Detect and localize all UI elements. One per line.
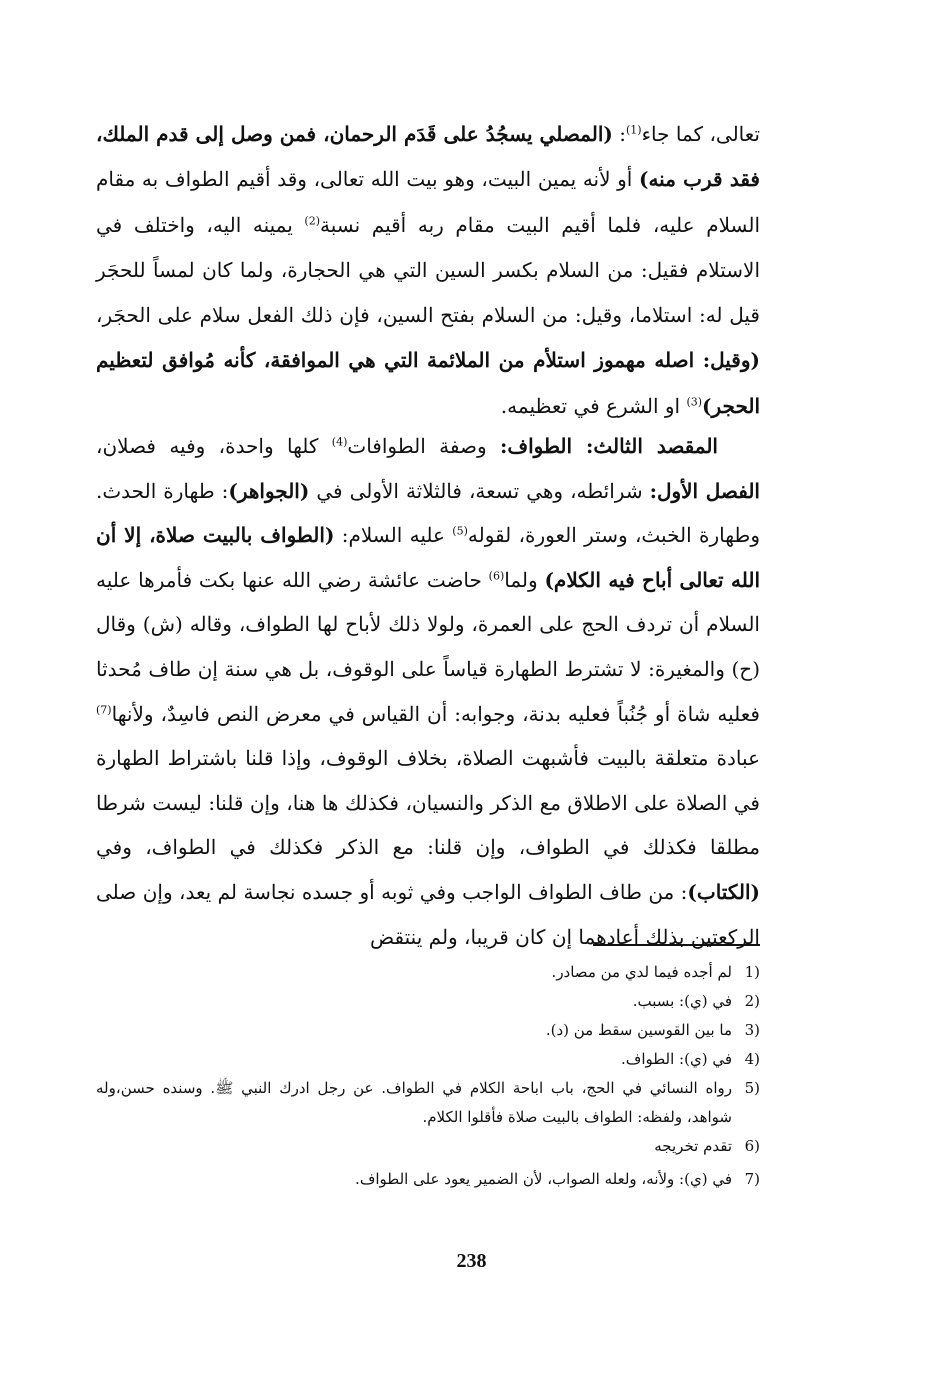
- footnote-ref-2[interactable]: (2): [304, 213, 320, 227]
- text-segment: كلها واحدة، وفيه فصلان،: [96, 434, 332, 458]
- quoted-hadith: (الطواف بالبيت صلاة، إلا أن الله تعالى أباح فيه الكلام): [96, 523, 760, 592]
- book-citation: (الكتاب): [687, 879, 760, 904]
- footnote-text: في (ي): الطواف.: [621, 1050, 732, 1068]
- chapter-heading: الفصل الأول:: [649, 478, 760, 503]
- footnote-number: 1): [744, 963, 760, 981]
- footnote-number: 4): [744, 1050, 760, 1068]
- book-citation: (الجواهر): [228, 478, 310, 503]
- paragraph-2: [96, 424, 760, 959]
- footnote-text: في (ي): ولأنه، ولعله الصواب، لأن الضمير يعود على الطواف.: [355, 1170, 732, 1188]
- quoted-opinion: (وقيل: اصله مهموز استلأم من الملائمة التي هي الموافقة، كأنه مُوافق لتعظيم الحجر): [96, 348, 760, 418]
- text-segment: أو لأنه يمين البيت، وهو بيت الله تعالى، وقد أقيم الطواف به مقام السلام عليه، فلما أقيم البيت مقام ربه أقيم نسبة: [96, 167, 760, 237]
- footnote-text: في (ي): بسبب.: [632, 992, 732, 1010]
- text-segment: : طهارة الحدث. وطهارة الخبث، وستر العورة، لقوله: [96, 478, 760, 548]
- footnote-ref-3[interactable]: (3): [686, 395, 703, 409]
- footnote-ref-4[interactable]: (4): [331, 435, 348, 449]
- footnote-3: [96, 1016, 760, 1045]
- text-segment: عبادة متعلقة بالبيت فأشبهت الصلاة، بخلاف الوقوف، وإذا قلنا باشتراط الطهارة في الصلاة على الاطلاق مع الذكر والنسيان، فكذلك ها هنا، وإن قلنا: ليست شرطا مطلقا فكذلك في الطواف، وإن قلنا: مع الذكر فكذلك في الطواف، وفي: [96, 746, 760, 860]
- footnote-6: [96, 1132, 760, 1161]
- text-segment: شرائطه، وهي تسعة، فالثلاثة الأولى في: [309, 478, 650, 503]
- footnote-ref-5[interactable]: (5): [452, 524, 468, 538]
- footnote-ref-7[interactable]: (7): [96, 702, 112, 716]
- footnote-text: ما بين القوسين سقط من (د).: [545, 1021, 732, 1039]
- paragraph-1-text: [96, 112, 760, 429]
- text-segment: تعالى، كما جاء: [641, 122, 760, 146]
- footnote-number: 3): [744, 1021, 760, 1039]
- footnote-number: 6): [744, 1137, 760, 1155]
- footnote-1: [96, 958, 760, 987]
- text-segment: :: [612, 122, 626, 146]
- footnote-text: تقدم تخريجه: [654, 1137, 732, 1155]
- text-segment: وصفة الطوافات: [347, 434, 500, 458]
- footnote-7: [96, 1165, 760, 1194]
- text-segment: : من طاف الطواف الواجب وفي ثوبه أو جسده نجاسة لم يعد، وإن صلى الركعتين بذلك أعادهما إن كان قريبا، ولم ينتقض: [96, 879, 760, 949]
- section-heading: المقصد الثالث: الطواف:: [499, 434, 718, 458]
- quoted-hadith: (المصلي يسجُدُ على قَدَم الرحمان، فمن وصل إلى قدم الملك، فقد قرب منه): [96, 122, 760, 192]
- footnote-number: 5): [744, 1079, 760, 1097]
- text-segment: يمينه اليه، واختلف في الاستلام فقيل: من السلام بكسر السين التي هي الحجارة، ولما كان لمساً للحجَر قيل له: استلاما، وقيل: من السلام بفتح السين، فإن ذلك الفعل سلام على الحجَر،: [96, 212, 760, 328]
- text-segment: او الشرع في تعظيمه.: [500, 393, 687, 418]
- footnote-text: لم أجده فيما لدي من مصادر.: [551, 963, 732, 981]
- footnote-2: [96, 987, 760, 1016]
- footnote-5: [96, 1074, 760, 1132]
- footnote-ref-6[interactable]: (6): [488, 569, 505, 583]
- text-segment: عليه السلام:: [334, 523, 453, 548]
- paragraph-2-text: [96, 424, 760, 959]
- footnote-ref-1[interactable]: (1): [626, 123, 642, 137]
- paragraph-1: [96, 112, 760, 429]
- footnote-separator: [593, 944, 760, 946]
- text-segment: ولما: [504, 567, 545, 592]
- footnote-text: رواه النسائي في الحج، باب اباحة الكلام في الطواف. عن رجل ادرك النبي ﷺ. وسنده حسن،وله شواهد، ولفظه: الطواف بالبيت صلاة فأقلوا الكلام.: [96, 1079, 732, 1126]
- footnote-4: [96, 1045, 760, 1074]
- footnotes: [96, 958, 760, 1194]
- page-number: 238: [456, 1250, 487, 1272]
- text-segment: حاضت عائشة رضي الله عنها بكت فأمرها عليه السلام أن تردف الحج على العمرة، ولولا ذلك لأباح لها الطواف، وقاله (ش) وقال (ح) والمغيرة: لا تشترط الطهارة قياساً على الوقوف، بل هي سنة إن طاف مُحدثا فعليه شاة أو جُنُباً فعليه بدنة، وجوابه: أن القياس في معرض النص فاسِدٌ، ولأنها: [96, 567, 760, 726]
- footnote-number: 2): [744, 992, 760, 1010]
- footnote-number: 7): [744, 1170, 760, 1188]
